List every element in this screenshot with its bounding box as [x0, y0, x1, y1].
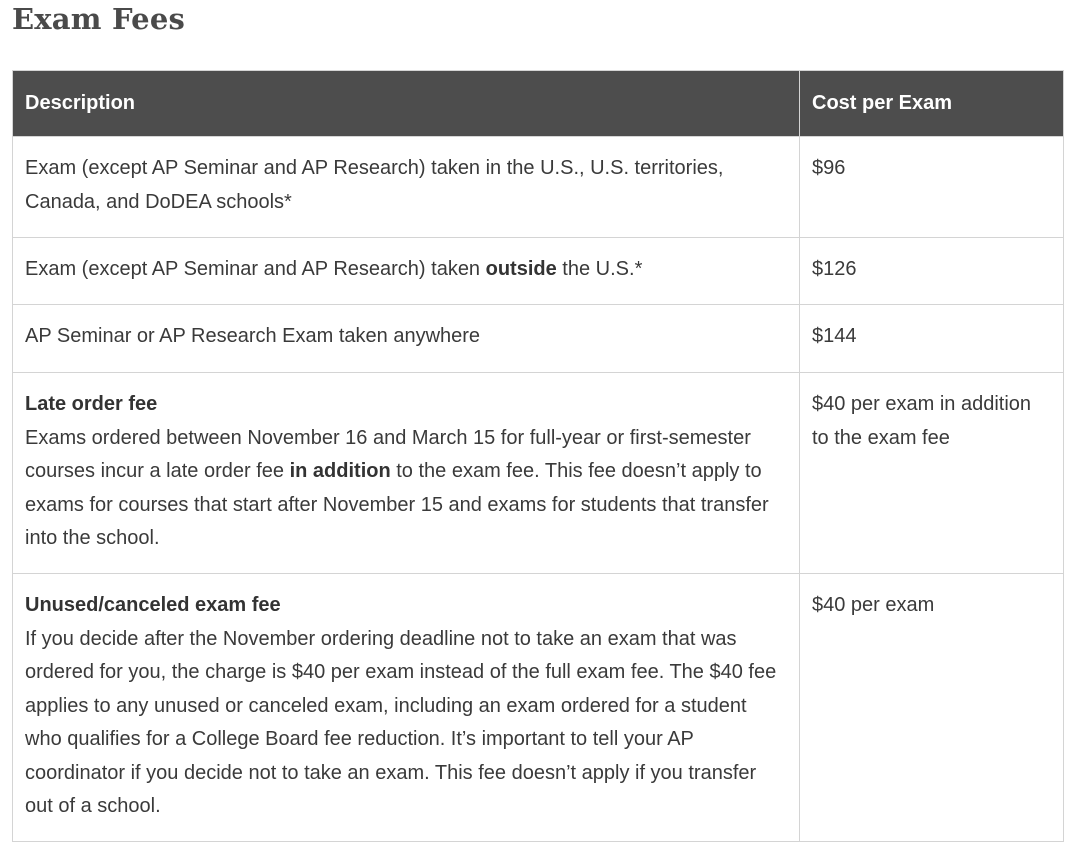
cost-cell: $144 [800, 305, 1064, 373]
table-row [13, 137, 1064, 238]
cost-cell: $126 [800, 238, 1064, 305]
description-cell [13, 373, 800, 574]
table-row [13, 574, 1064, 842]
cost-cell: $96 [800, 137, 1064, 238]
description-text: Exam (except AP Seminar and AP Research) taken in the U.S., U.S. territories, Canada, and DoDEA schools* [25, 157, 724, 213]
description-emphasis: in addition [289, 460, 391, 482]
description-text: AP Seminar or AP Research Exam taken anywhere [25, 325, 481, 347]
description-emphasis: outside [485, 258, 557, 280]
table-row [13, 373, 1064, 574]
description-text: Exams ordered between November 16 and March 15 for full-year or first-semester courses incur a late order fee [25, 426, 751, 482]
description-text: to the exam fee. This fee doesn’t apply to exams for courses that start after November 15 and exams for students that transfer into the school. [25, 460, 769, 549]
exam-fees-table [12, 70, 1064, 842]
cost-cell: $40 per exam in addition to the exam fee [800, 373, 1064, 574]
column-header-cost: Cost per Exam [800, 71, 1064, 137]
fee-heading: Unused/canceled exam fee [25, 594, 281, 616]
description-cell [13, 574, 800, 842]
description-text: Exam (except AP Seminar and AP Research) taken [25, 258, 486, 280]
description-cell [13, 137, 800, 238]
table-row [13, 305, 1064, 373]
page-title: Exam Fees [12, 2, 185, 36]
cost-cell: $40 per exam [800, 574, 1064, 842]
description-text: the U.S.* [556, 258, 643, 280]
fee-heading: Late order fee [25, 393, 158, 415]
description-text: If you decide after the November ordering deadline not to take an exam that was ordered for you, the charge is $40 per exam instead of the full exam fee. The $40 fee applies to any unused or canceled exam, including an exam ordered for a student who qualifies for a College Board fee reduction. It’s important to tell your AP coordinator if you decide not to take an exam. This fee doesn’t apply if you transfer out of a school. [25, 627, 777, 817]
description-cell [13, 238, 800, 305]
table-header-row [13, 71, 1064, 137]
description-cell [13, 305, 800, 373]
table-row [13, 238, 1064, 305]
column-header-description: Description [13, 71, 800, 137]
